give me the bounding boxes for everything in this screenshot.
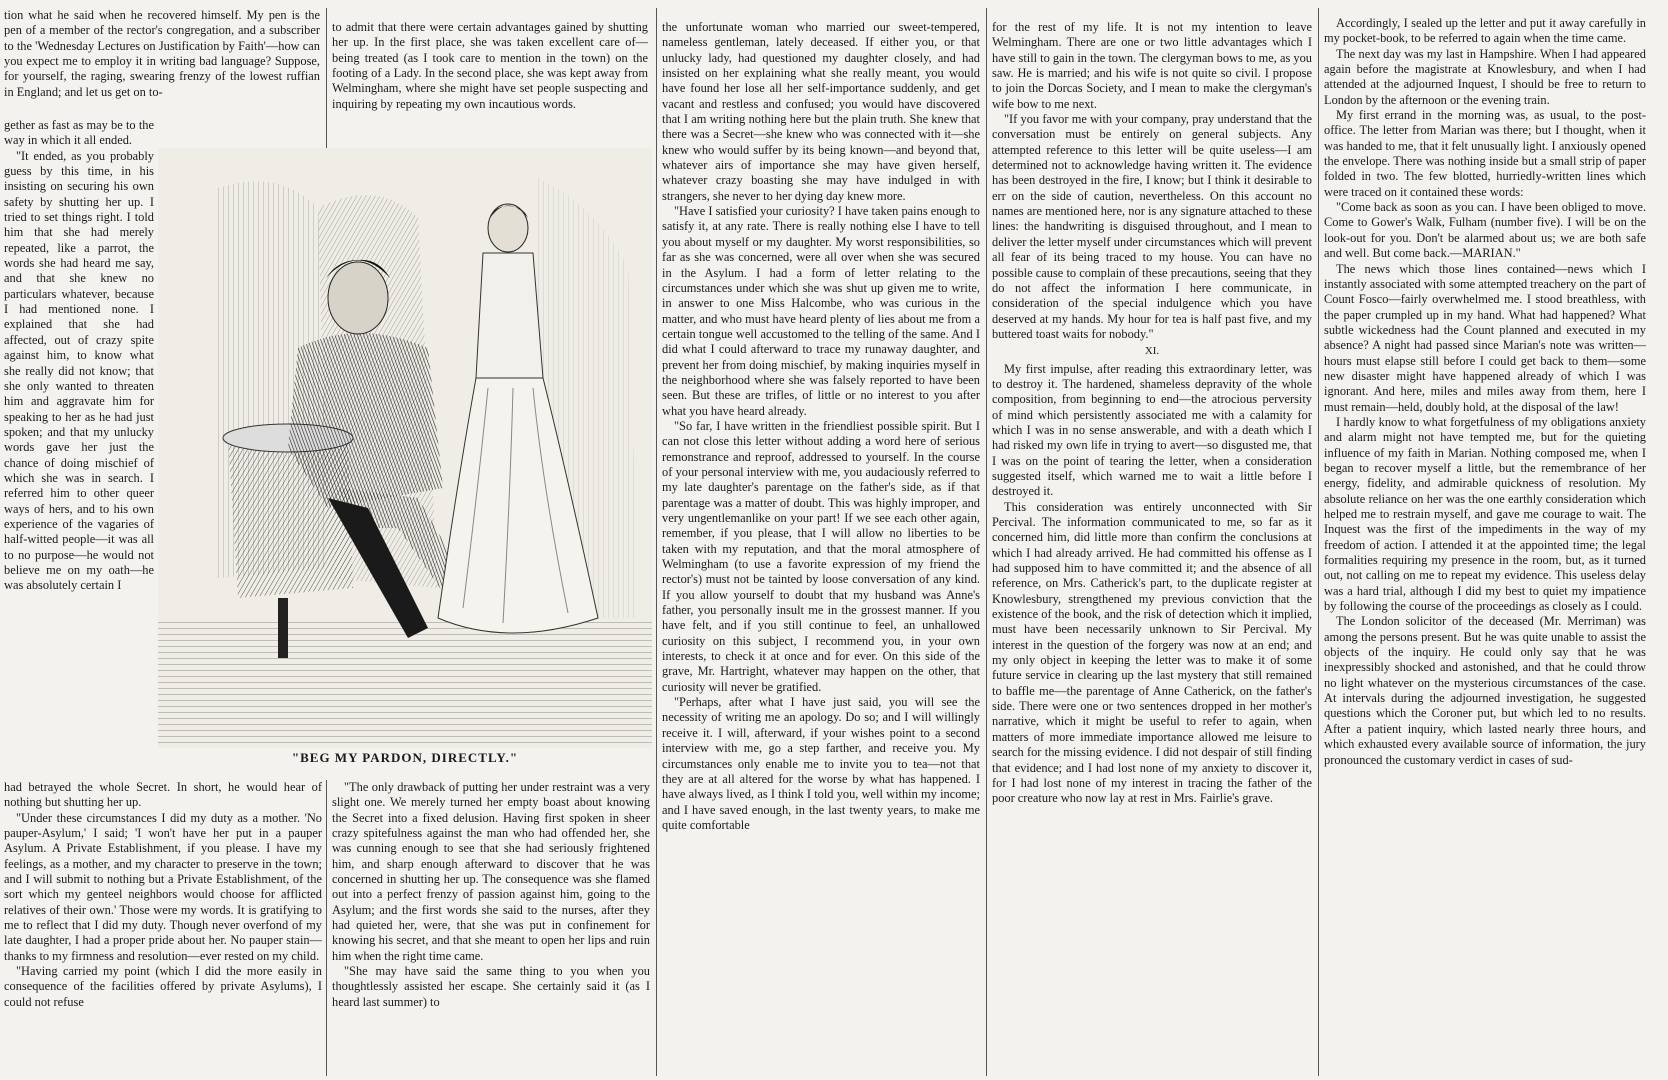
column-1-top	[4, 8, 320, 126]
paragraph: "She may have said the same thing to you when you thoughtlessly assisted her escape. She certainly said it (as I heard last summer) to	[332, 964, 650, 1009]
paragraph: The news which those lines contained—news which I instantly associated with some attempted treachery on the part of Count Fosco—fairly overwhelmed me. I stood breathless, with the paper crumpled up in my hand. What had happened? What subtle wickedness had the Count planned and executed in my absence? A night had passed since Marian's note was written—hours must elapse still before I could get back to them—some new disaster might have happened already of which I was ignorant. And here, miles and miles away from them, here I must remain—held, doubly hold, at the disposal of the law!	[1324, 261, 1646, 414]
column-4	[992, 20, 1312, 1076]
paragraph: My first errand in the morning was, as usual, to the post-office. The letter from Marian was there; but I thought, when it was handed to me, that it felt unusually light. I anxiously opened the envelope. There was nothing inside but a small strip of paper folded in two. The few blotted, hurriedly-written lines which were traced on it contained these words:	[1324, 108, 1646, 199]
column-5	[1324, 16, 1646, 1076]
paragraph: This consideration was entirely unconnected with Sir Percival. The information communicated to me, so far as it concerned him, did little more than confirm the conclusions at which I had already arrived. He had committed his offense as I had supposed him to have committed it; and the absence of all reference, on Mrs. Catherick's part, to the duplicate register at Knowlesbury, strengthened my previous conviction that the existence of the book, and the risk of detection which it implied, must have been necessarily unknown to Sir Percival. My interest in the question of the forgery was now at an end; and my only object in keeping the letter was to make it of some future service in clearing up the last mystery that still remained to baffle me—the parentage of Anne Catherick, on the father's side. There were one or two sentences dropped in her mother's narrative, which it might be useful to refer to again, when matters of more immediate importance allowed me leisure to search for the missing evidence. I did not despair of still finding that evidence; and I had lost none of my anxiety to discover it, for I had lost none of my interest in tracing the father of the poor creature who now lay at rest in Mrs. Fairlie's grave.	[992, 499, 1312, 806]
column-2-top	[332, 20, 648, 142]
paragraph: I hardly know to what forgetfulness of my obligations anxiety and alarm might not have tempted me, but for the quieting influence of my faith in Marian. Nothing composed me, when I began to recover myself a little, but the remembrance of her energy, fidelity, and admirable quickness of resolution. My absolute reliance on her was the one earthly consideration which helped me to restrain myself, and gave me courage to wait. The Inquest was the first of the impediments in the way of my freedom of action. I attended it at the appointed time; the legal formalities requiring my presence in the room, but, as it turned out, not calling on me to repeat my evidence. This useless delay was a hard trial, although I did my best to quiet my impatience by following the course of the proceedings as closely as I could.	[1324, 414, 1646, 614]
column-3	[662, 20, 980, 1076]
engraving-drawing	[158, 148, 652, 748]
paragraph: The London solicitor of the deceased (Mr. Merriman) was among the persons present. But he was quite unable to assist the objects of the inquiry. He could only say that he was inexpressibly shocked and astonished, and that he could throw no light whatever on the mysterious circumstances of the case. At intervals during the adjourned investigation, he suggested questions which the Coroner put, but which led to no results. After a patient inquiry, which lasted nearly three hours, and which exhausted every available source of information, the jury pronounced the customary verdict in cases of sud-	[1324, 614, 1646, 767]
paragraph: "It ended, as you probably guess by this time, in his insisting on securing his own safety by shutting her up. I tried to set things right. I told him that she had merely repeated, like a parrot, the words she had heard me say, and that she knew no particulars whatever, because I had mentioned none. I explained that she had affected, out of crazy spite against him, to know what she really did not know; that she only wanted to threaten him and aggravate him for speaking to her as he had just spoken; and that my unlucky words gave her just the chance of doing mischief of which she was in search. I referred him to other queer ways of hers, and to his own experience of the vagaries of half-witted people—it was all to no purpose—he would not believe me on my oath—he was absolutely certain I	[4, 148, 154, 593]
column-rule	[1318, 8, 1319, 1076]
paragraph: to admit that there were certain advantages gained by shutting her up. In the first place, she was taken excellent care of—being treated (as I took care to mention in the town) on the footing of a Lady. In the second place, she was kept away from Welmingham, where she might have set people suspecting and inquiring by repeating my own incautious words.	[332, 20, 648, 111]
paragraph: "Come back as soon as you can. I have been obliged to move. Come to Gower's Walk, Fulham (number five). I will be on the look-out for you. Don't be alarmed about us; we are both safe and well. But come back.—MARIAN."	[1324, 200, 1646, 261]
column-rule	[326, 780, 327, 1076]
column-rule	[986, 8, 987, 1076]
engraving-illustration	[158, 148, 652, 748]
column-rule	[656, 8, 657, 1076]
paragraph: gether as fast as may be to the way in which it all ended.	[4, 118, 154, 148]
paragraph: for the rest of my life. It is not my intention to leave Welmingham. There are one or two little advantages which I have still to gain in the town. The clergyman bows to me, as you saw. He is married; and his wife is not quite so civil. I propose to join the Dorcas Society, and I mean to make the clergyman's wife bow to me next.	[992, 20, 1312, 111]
column-2-bottom	[332, 780, 650, 1076]
paragraph: My first impulse, after reading this extraordinary letter, was to destroy it. The hardened, shameless depravity of the whole composition, from beginning to end—the atrocious perversity of mind which persistently associated me with a calamity for which I was in no sense answerable, and with a death which I had risked my own life in trying to avert—so disgusted me, that I was on the point of tearing the letter, when a consideration suggested itself, which warned me to wait a little before I destroyed it.	[992, 361, 1312, 499]
paragraph: "Having carried my point (which I did the more easily in consequence of the facilities offered by private Asylums), I could not refuse	[4, 964, 322, 1009]
paragraph: "Have I satisfied your curiosity? I have taken pains enough to satisfy it, at any rate. There is really nothing else I have to tell you about myself or my daughter. My worst responsibilities, so far as she was concerned, were all over when she was secured in the Asylum. I had a form of letter relating to the circumstances under which she was shut up given me to write, in answer to one Miss Halcombe, who was curious in the matter, and who must have heard plenty of lies about me from a certain tongue well accustomed to the telling of the same. And I did what I could afterward to trace my runaway daughter, and prevent her from doing mischief, by making inquiries myself in the neighborhood where she was falsely reported to have been seen. But these are trifles, of little or no interest to you after what you have heard already.	[662, 204, 980, 418]
paragraph: "So far, I have written in the friendliest possible spirit. But I can not close this letter without adding a word here of serious remonstrance and reproof, addressed to yourself. In the course of your personal interview with me, you audaciously referred to my late daughter's parentage on the father's side, as if that parentage was a matter of doubt. This was highly improper, and very ungentlemanlike on your part! If we see each other again, remember, if you please, that I will allow no liberties to be taken with my reputation, and that the moral atmosphere of Welmingham (to use a favorite expression of my friend the rector's) must not be tainted by loose conversation of any kind. If you allow yourself to doubt that my husband was Anne's father, you personally insult me in the grossest manner. If you have felt, and if you still continue to feel, an unhallowed curiosity on this subject, I recommend you, in your own interests, to check it at once and for ever. On this side of the grave, Mr. Hartright, whatever may happen on the other, that curiosity will never be gratified.	[662, 418, 980, 694]
paragraph: tion what he said when he recovered himself. My pen is the pen of a member of the rector's congregation, and a subscriber to the 'Wednesday Lectures on Justification by Faith'—how can you expect me to employ it in writing bad language? Suppose, for yourself, the raging, swearing frenzy of the lowest ruffian in England; and let us get on to-	[4, 8, 320, 99]
column-1-narrow	[4, 118, 154, 778]
paragraph: Accordingly, I sealed up the letter and put it away carefully in my pocket-book, to be referred to again when the time came.	[1324, 16, 1646, 46]
paragraph: "The only drawback of putting her under restraint was a very slight one. We merely turned her empty boast about knowing the Secret into a fixed delusion. Having first spoken in sheer crazy spitefulness against the man who had offended her, she was cunning enough to see that she had seriously frightened him, and sharp enough afterward to discover that he was concerned in shutting her up. The consequence was she flamed out into a perfect frenzy of passion against him, going to the Asylum; and the first words she said to the nurses, after they had quieted her, were, that she was put in confinement for knowing his secret, and that she meant to open her lips and ruin him when the right time came.	[332, 780, 650, 963]
illustration-caption: "BEG MY PARDON, DIRECTLY."	[291, 750, 519, 765]
column-rule	[326, 8, 327, 148]
paragraph: "Perhaps, after what I have just said, you will see the necessity of writing me an apology. Do so; and I will willingly receive it. I will, afterward, if your wishes point to a second interview with me, go a step farther, and receive you. My circumstances only enable me to invite you to tea—not that they are at all altered for the worse by what has happened. I have always lived, as I think I told you, well within my income; and I have saved enough, in the last twenty years, to make me quite comfortable	[662, 695, 980, 832]
column-1-bottom	[4, 780, 322, 1076]
paragraph: the unfortunate woman who married our sweet-tempered, nameless gentleman, lately deceased. If either you, or that unlucky lady, had questioned my daughter closely, and had insisted on her explaining what she really meant, you would have found her lose all her self-importance suddenly, and get vacant and restless and confused; you would have discovered that I am writing nothing here but the plain truth. She knew that there was a Secret—she knew who was connected with it—she knew who would suffer by its being known—and beyond that, whatever airs of importance she may have given herself, whatever crazy boasting she may have indulged in with strangers, she never to her dying day knew more.	[662, 20, 980, 203]
paragraph: The next day was my last in Hampshire. When I had appeared again before the magistrate at Knowlesbury, and when I had attended at the adjourned Inquest, I should be free to return to London by the afternoon or the evening train.	[1324, 46, 1646, 107]
section-number: XI.	[1144, 345, 1160, 358]
paragraph: had betrayed the whole Secret. In short, he would hear of nothing but shutting her up.	[4, 780, 322, 810]
paragraph: "If you favor me with your company, pray understand that the conversation must be entirely on general subjects. Any attempted reference to this letter will be quite useless—I am determined not to acknowledge having written it. The evidence has been destroyed in the fire, I know; but I think it desirable to err on the side of caution, nevertheless. On this account no names are mentioned here, nor is any signature attached to these lines: the handwriting is disguised throughout, and I mean to deliver the letter myself under circumstances which will prevent all fear of its being traced to my house. You can have no possible cause to complain of these precautions, seeing that they do not affect the information I here communicate, in consideration of the special indulgence which you have deserved at my hands. My hour for tea is half past five, and my buttered toast waits for nobody."	[992, 112, 1312, 341]
paragraph: "Under these circumstances I did my duty as a mother. 'No pauper-Asylum,' I said; 'I won't have her put in a pauper Asylum. A Private Establishment, if you please. I have my feelings, as a mother, and my character to preserve in the town; and I will submit to nothing but a Private Establishment, of the sort which my genteel neighbors would choose for afflicted relatives of their own.' Those were my words. It is gratifying to me to reflect that I did my duty. Though never overfond of my late daughter, I had a proper pride about her. No pauper stain—thanks to my firmness and resolution—ever rested on my child.	[4, 810, 322, 963]
